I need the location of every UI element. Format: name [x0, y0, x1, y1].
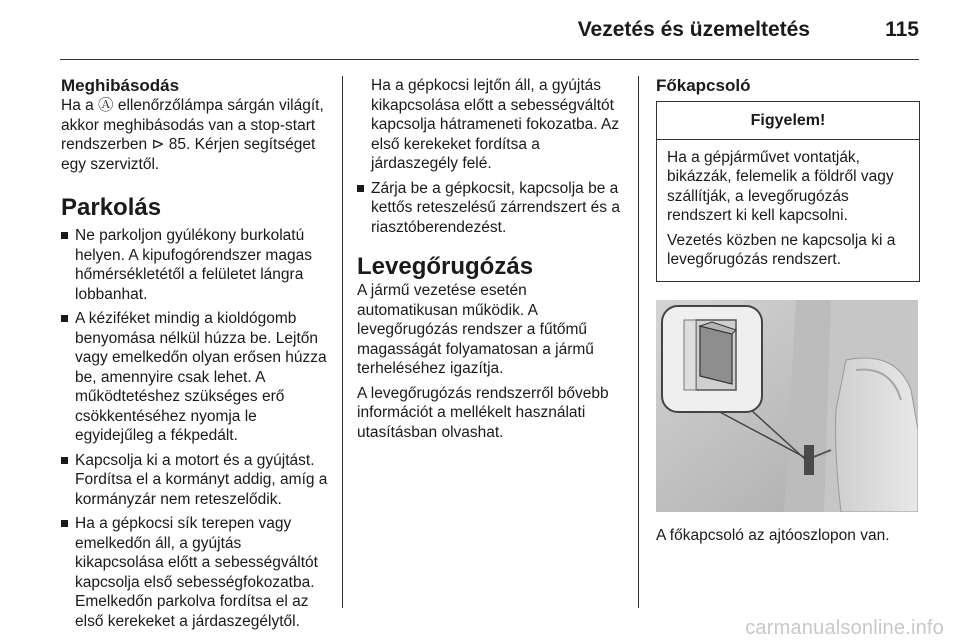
parking-bullet-list	[61, 226, 329, 631]
bullet-item: Ne parkoljon gyúlékony burkolatú helyen. A kipufogórendszer magas hőmérsékletétől a felületet lángra lobbanhat.	[61, 226, 329, 304]
fault-paragraph: Ha a Ⓐ ellenőrzőlámpa sárgán világít, akkor meghibásodás van a stop-start rendszerben ⊳ 85. Kérjen segítséget egy szerviztől.	[61, 97, 324, 173]
air-suspension-paragraph-2: A levegőrugózás rendszerről bővebb információt a mellékelt használati utasításban olvashat.	[357, 384, 609, 441]
locking-bullet-list	[357, 179, 627, 238]
figure-caption: A főkapcsoló az ajtóoszlopon van.	[656, 526, 890, 544]
watermark-text: carmanualsonline.info	[745, 617, 944, 639]
fault-heading: Meghibásodás	[61, 76, 180, 95]
warning-paragraph-2: Vezetés közben ne kapcsolja ki a levegőrugózás rendszert.	[667, 231, 896, 268]
continued-bullet-text: Ha a gépkocsi lejtőn áll, a gyújtás kikapcsolása előtt a sebességváltót kapcsolja hátrameneti fokozatba. Az első kerekeket fordítsa a járdaszegély felé.	[371, 77, 620, 172]
parking-heading: Parkolás	[61, 194, 162, 221]
bullet-item: Kapcsolja ki a motort és a gyújtást. Fordítsa el a kormányt addig, amíg a kormányzár nem reteszelődik.	[61, 451, 329, 510]
air-suspension-paragraph-1: A jármű vezetése esetén automatikusan működik. A levegőrugózás rendszer a fűtőmű magasságát folyamatosan a jármű terheléséhez igazítja.	[357, 282, 594, 377]
main-switch-figure	[656, 300, 918, 512]
bullet-item: Ha a gépkocsi sík terepen vagy emelkedőn áll, a gyújtás kikapcsolása előtt a sebességváltót kapcsolja első sebességfokozatba. Emelkedőn parkolva fordítsa el az első kerekeket a járdaszegélytől.	[61, 514, 329, 631]
page-header-title: Vezetés és üzemeltetés	[577, 18, 810, 41]
page-number: 115	[885, 18, 919, 41]
warning-paragraph-1: Ha a gépjárművet vontatják, bikázzák, felemelik a földről vagy szállítják, a levegőrugózás rendszert ki kell kapcsolni.	[667, 148, 894, 224]
column-2	[357, 76, 627, 442]
warning-body	[657, 140, 919, 281]
warning-title: Figyelem!	[657, 102, 919, 140]
column-divider-right	[638, 76, 639, 608]
bullet-item: Zárja be a gépkocsit, kapcsolja be a kettős reteszelésű zárrendszert és a riasztóberendezést.	[357, 179, 627, 238]
warning-box	[656, 101, 920, 282]
main-switch-heading: Főkapcsoló	[656, 76, 751, 95]
header-rule	[60, 59, 919, 60]
column-divider-left	[342, 76, 343, 608]
air-suspension-heading: Levegőrugózás	[357, 253, 534, 280]
column-1	[61, 76, 329, 636]
bullet-item: A kéziféket mindig a kioldógomb benyomása nélkül húzza be. Lejtőn vagy emelkedőn olyan erősen húzza be, amennyire csak lehet. A működtetéshez szükséges erő csökkentéséhez nyomja le egyidejűleg a fékpedált.	[61, 309, 329, 446]
column-3	[656, 76, 920, 545]
door-pillar-switch-illustration	[656, 300, 918, 512]
